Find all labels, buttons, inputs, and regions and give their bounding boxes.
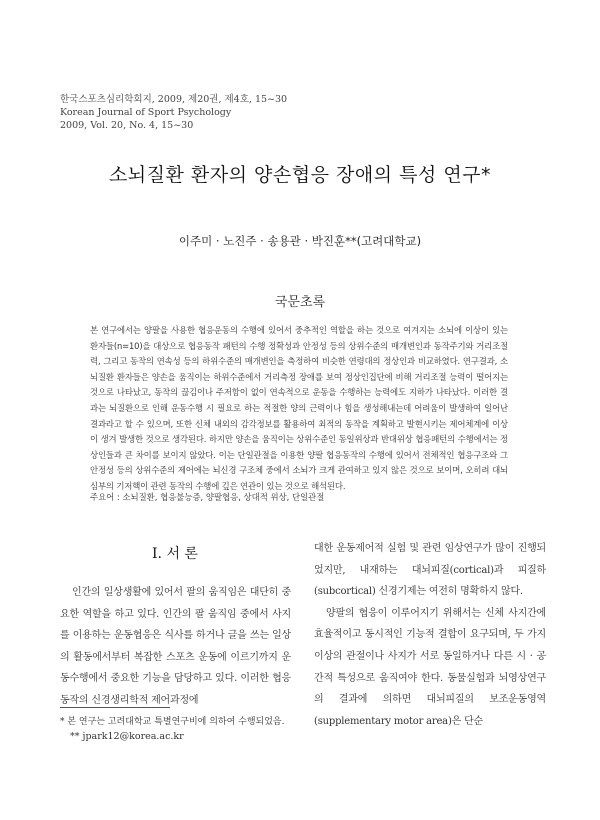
author-list: 이주미 · 노진주 · 송용관 · 박진훈**(고려대학교) [178, 234, 422, 248]
intro-right-column [314, 538, 546, 732]
paper-title: 소뇌질환 환자의 양손협응 장애의 특성 연구* [108, 164, 492, 186]
abstract-body: 본 연구에서는 양팔을 사용한 협응운동의 수행에 있어서 중추적인 역할을 하는 것으로 여겨지는 소뇌에 이상이 있는 환자들(n=10)을 대상으로 협응동작 패턴의 수행 정확성과 안정성 등의 상위수준의 매개변인과 동작주기와 거리조절력, 그리고 동작의 연속성 등의 하위수준의 매개변인을 측정하여 비슷한 연령대의 정상인과 비교하였다. 연구결과, 소뇌질환 환자들은 양손을 움직이는 하위수준에서 거리측정 장애를 보여 정상인집단에 비해 거리조절 능력이 떨어지는 것으로 나타났고, 동작의 끊김이나 주저함이 없이 연속적으로 운동을 수행하는 능력에도 지하가 나타났다. 이러한 결과는 뇌질환으로 인해 운동수행 시 필요로 하는 적절한 양의 근력이나 힘을 생성해내는데 어려움이 발생하여 일어난 결과라고 할 수 있으며, 또한 신체 내외의 감각정보를 활용하여 최적의 동작을 계획하고 발현시키는 제어체계에 이상이 생겨 발생한 것으로 생각된다. 하지만 양손을 움직이는 상위수준인 동일위상과 반대위상 협응패턴의 수행에서는 정상인들과 큰 차이를 보이지 않았다. 이는 단일관절을 이용한 양팔 협응동작의 수행에 있어서 전체적인 협응구조와 그 안정성 등의 상위수준의 제어에는 뇌신경 구조체 중에서 소뇌가 크게 관여하고 있지 않은 것으로 보이며, 오히려 대뇌심부의 기저핵이 관련 동작의 수행에 깊은 연관이 있는 것으로 해석된다. [90, 325, 508, 491]
footnote-contact-email: ** jpark12@korea.ac.kr [70, 731, 184, 742]
intro-left-column [60, 582, 291, 712]
journal-citation [60, 93, 287, 132]
footnote-funding: * 본 연구는 고려대학교 특별연구비에 의하여 수행되었음. [60, 717, 285, 727]
journal-line-volume: 2009, Vol. 20, No. 4, 15~30 [60, 120, 194, 131]
intro-paragraph-2: 양팔의 협응이 이루어지기 위해서는 신체 사지간에 효율적이고 동시적인 기능적 결합이 요구되며, 두 가지 이상의 관절이나 사지가 서로 동일하거나 다른 시 · 공간적 특성으로 움직여야 한다. 동물실험과 뇌영상연구의 결과에 의하면 대뇌피질의 보조운동영역(supplementary motor area)은 단순 [314, 607, 546, 727]
intro-paragraph-continued: 대한 운동제어적 실험 및 관련 임상연구가 많이 진행되었지만, 내재하는 대뇌피질(cortical)과 피질하(subcortical) 신경기제는 여전히 명확하지 않다. [314, 543, 546, 598]
journal-line-korean: 한국스포츠심리학회지, 2009, 제20권, 제4호, 15~30 [60, 94, 288, 105]
abstract-heading: 국문초록 [274, 295, 326, 310]
intro-paragraph-1: 인간의 일상생활에 있어서 팔의 움직임은 대단히 중요한 역할을 하고 있다. 인간의 팔 움직임 중에서 사지를 이용하는 운동협응은 식사를 하거나 글을 쓰는 일상의 활동에서부터 복잡한 스포츠 운동에 이르기까지 운동수행에서 중요한 기능을 담당하고 있다. 이러한 협응동작의 신경생리학적 제어과정에 [60, 587, 291, 706]
section-heading-introduction: Ⅰ. 서 론 [152, 546, 198, 562]
journal-line-english: Korean Journal of Sport Psychology [60, 107, 232, 118]
footnote-divider [60, 707, 170, 708]
keywords: 주요어 : 소뇌질환, 협응불능증, 양팔협응, 상대적 위상, 단일관절 [90, 492, 325, 502]
